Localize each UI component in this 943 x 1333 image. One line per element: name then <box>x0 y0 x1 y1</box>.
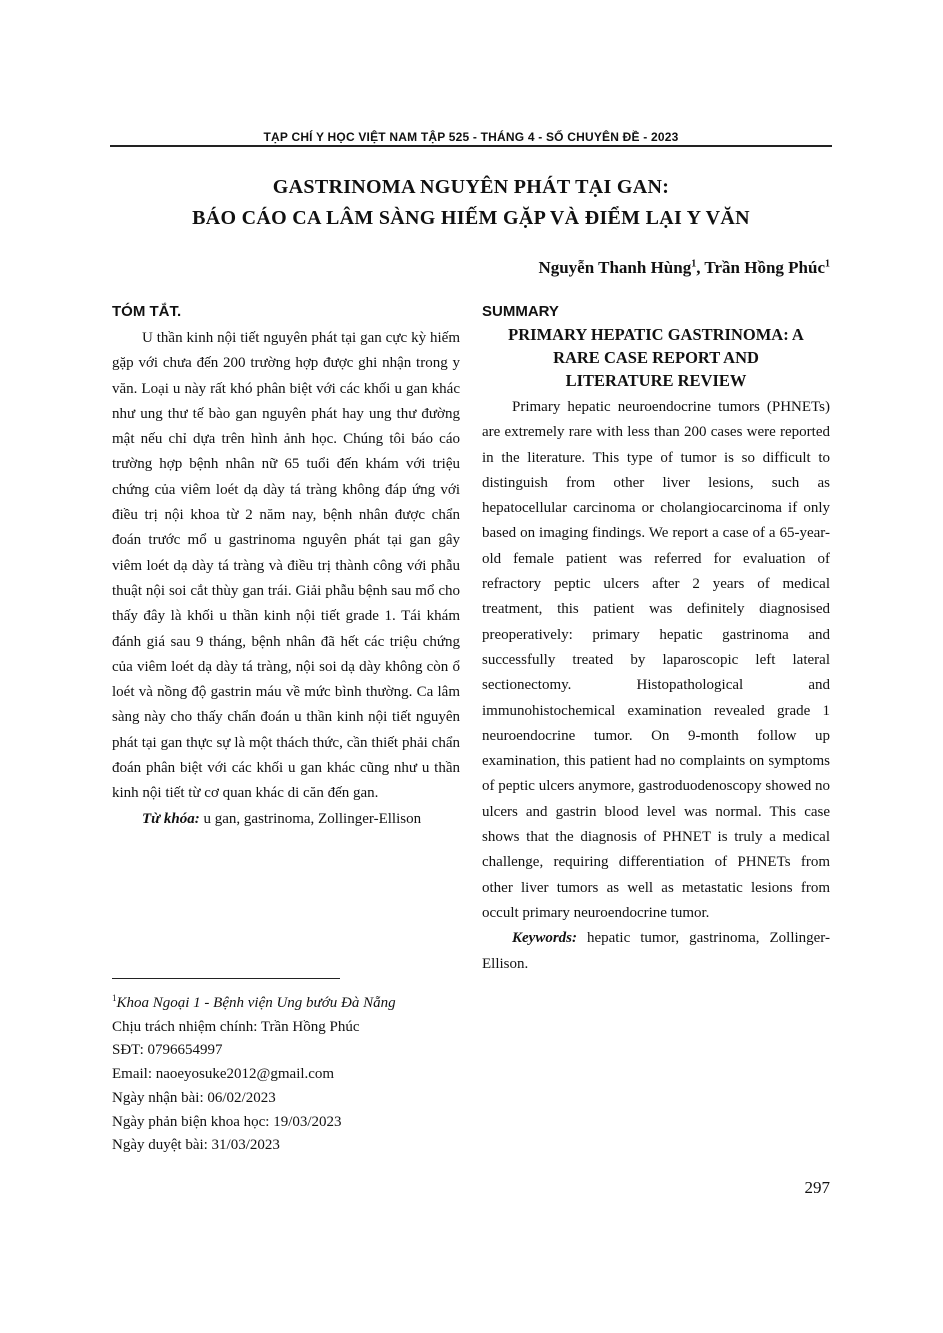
en-keywords <box>482 926 830 977</box>
en-keywords-label: Keywords: <box>512 930 577 947</box>
footnote-affiliation-mark: 1 <box>112 993 117 1003</box>
journal-header: TẠP CHÍ Y HỌC VIỆT NAM TẬP 525 - THÁNG 4 - SỐ CHUYÊN ĐỀ - 2023 <box>263 130 679 144</box>
author-affiliation-mark: 1 <box>691 258 697 270</box>
header-rule <box>110 145 832 147</box>
en-article-title <box>482 323 830 392</box>
vn-keywords-label: Từ khóa: <box>142 810 200 827</box>
footnote-accepted-date: Ngày duyệt bài: 31/03/2023 <box>112 1137 280 1154</box>
footnote-affiliation <box>112 987 472 1016</box>
vn-abstract-body: U thần kinh nội tiết nguyên phát tại gan cực kỳ hiếm gặp với chưa đến 200 trường hợp được ghi nhận trong y văn. Loại u này rất khó phân biệt với các khối u gan khác như ung thư tế bào gan nguyên phát hay ung thư đường mật nếu chỉ dựa trên hình ảnh học. Chúng tôi báo cáo trường hợp bệnh nhân nữ 65 tuổi đến khám với triệu chứng của viêm loét dạ dày tá tràng không đáp ứng với điều trị nội khoa từ 2 năm nay, bệnh nhân được chẩn đoán trước mổ u gastrinoma nguyên phát tại gan gây viêm loét dạ dày tá tràng và điều trị thành công với phẫu thuật nội soi cắt thùy gan trái. Giải phẫu bệnh sau mổ cho thấy đây là khối u thần kinh nội tiết grade 1. Tái khám đánh giá sau 9 tháng, bệnh nhân đã hết các triệu chứng của viêm loét dạ dày tá tràng, nội soi dạ dày không còn ổ loét và nồng độ gastrin máu về mức bình thường. Ca lâm sàng này cho thấy chẩn đoán u thần kinh nội tiết nguyên phát tại gan thực sự là một thách thức, cần thiết phải chẩn đoán phân biệt với các khối u gan khác cũng như u thần kinh nội tiết từ cơ quan khác di căn đến gan. <box>112 330 460 802</box>
vn-keywords <box>112 807 460 832</box>
vn-abstract-heading: TÓM TẮT. <box>112 303 182 320</box>
footnote-affiliation-text: Khoa Ngoại 1 - Bệnh viện Ung bướu Đà Nẵng <box>116 995 396 1011</box>
author-line <box>538 258 830 278</box>
footnote-received-date: Ngày nhận bài: 06/02/2023 <box>112 1089 276 1106</box>
article-title-line-1: GASTRINOMA NGUYÊN PHÁT TẠI GAN: <box>272 176 670 198</box>
author-affiliation-mark: 1 <box>825 258 830 270</box>
footnote-phone: SĐT: 0796654997 <box>112 1042 223 1059</box>
vietnamese-abstract <box>112 303 460 832</box>
footnote-reviewed-date: Ngày phản biện khoa học: 19/03/2023 <box>112 1113 342 1130</box>
footnotes <box>112 987 472 1158</box>
en-title-line-1: PRIMARY HEPATIC GASTRINOMA: A <box>508 325 804 344</box>
en-title-line-2: RARE CASE REPORT AND <box>553 348 759 367</box>
footnote-corresponding-author: Chịu trách nhiệm chính: Trần Hồng Phúc <box>112 1018 360 1035</box>
author-name: Trần Hồng Phúc <box>704 258 825 277</box>
en-keywords-list: hepatic tumor, gastrinoma, Zollinger-Ellison. <box>482 930 830 972</box>
en-abstract-body: Primary hepatic neuroendocrine tumors (PHNETs) are extremely rare with less than 200 cases were reported in the literature. This type of tumor is so difficult to distinguish from other liver lesions, such as hepatocellular carcinoma or cholangiocarcinoma if only based on imaging findings. We report a case of a 65-year-old female patient was referred for evaluation of refractory peptic ulcers after 2 years of medical treatment, this patient was definitely diagnosised preoperatively: primary hepatic gastrinoma and successfully treated by laparoscopic left lateral sectionectomy. Histopathological and immunohistochemical examination revealed grade 1 neuroendocrine tumor. On 9-month follow up examination, this patient had no complaints on symptoms of peptic ulcers anymore, gastroduodenoscopy showed no ulcers and gastrin blood level was normal. This case shows that the diagnosis of PHNET is truly a medical challenge, requiring differentiation of PHNETs from other liver tumors as well as metastatic lesions from occult primary neuroendocrine tumor. <box>482 399 830 921</box>
author-separator: , <box>696 258 705 277</box>
footnote-email: Email: naoeyosuke2012@gmail.com <box>112 1066 335 1083</box>
vn-keywords-list: u gan, gastrinoma, Zollinger-Ellison <box>199 810 422 827</box>
author-name: Nguyễn Thanh Hùng <box>538 258 692 277</box>
en-abstract-heading: SUMMARY <box>482 303 559 320</box>
english-abstract <box>482 303 830 977</box>
page-number: 297 <box>804 1178 830 1197</box>
footnote-rule <box>112 978 340 979</box>
article-title-line-2: BÁO CÁO CA LÂM SÀNG HIẾM GẶP VÀ ĐIỂM LẠI Y VĂN <box>192 207 750 229</box>
en-title-line-3: LITERATURE REVIEW <box>565 371 747 390</box>
